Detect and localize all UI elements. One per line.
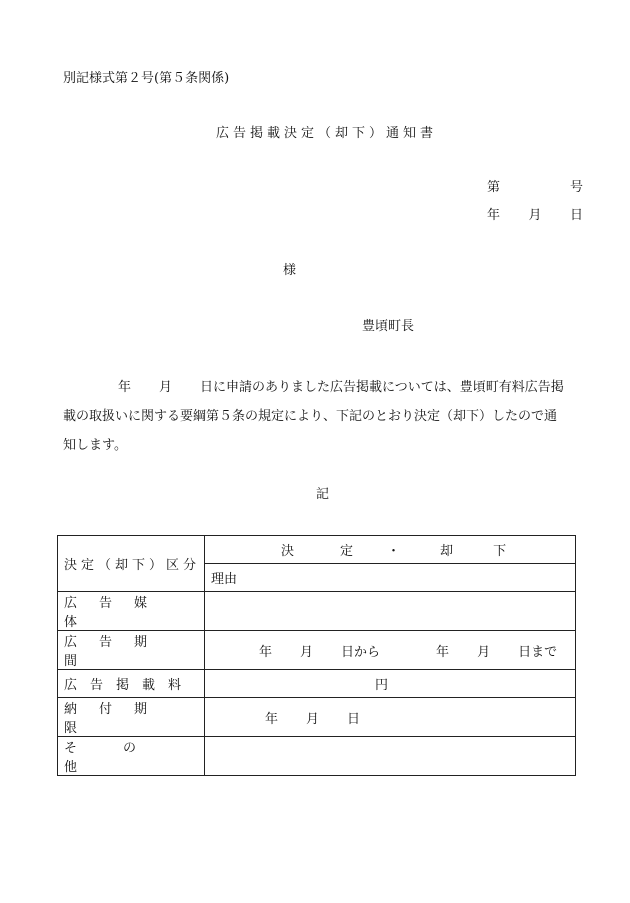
body-line-2: 載の取扱いに関する要綱第５条の規定により、下記のとおり決定（却下）したので通 — [63, 409, 558, 424]
period-to-year: 年 — [436, 644, 450, 660]
fee-label-cell — [58, 670, 205, 698]
decision-kettei-2: 定 — [340, 544, 354, 559]
decision-dot: ・ — [387, 544, 401, 559]
body-line-3: 知します。 — [63, 438, 127, 453]
medium-label-text: 広告媒体 — [64, 596, 170, 630]
date-month: 月 — [528, 208, 542, 223]
due-label-text: 納付期限 — [64, 702, 170, 736]
medium-value-cell — [205, 592, 576, 631]
decision-kyakka-2: 下 — [493, 544, 507, 559]
medium-label — [58, 592, 204, 630]
decision-choice-cell — [205, 536, 576, 564]
number-dai: 第 — [487, 180, 501, 195]
ki-heading: 記 — [316, 487, 330, 502]
period-from-day: 日から — [341, 644, 381, 660]
due-label — [58, 698, 204, 736]
fee-label-text: 広告掲載料 — [64, 678, 195, 693]
decision-label: 決定（却下）区分 — [64, 558, 201, 573]
other-value-cell — [205, 737, 576, 776]
period-value-cell — [205, 631, 576, 670]
period-label-text: 広告期間 — [64, 635, 170, 669]
due-day: 日 — [347, 711, 361, 727]
notice-body — [63, 373, 585, 460]
document-title: 広告掲載決定（却下）通知書 — [216, 126, 438, 141]
due-label-cell — [58, 698, 205, 737]
body-date-month: 月 — [159, 380, 173, 395]
other-label-cell — [58, 737, 205, 776]
body-line-1-text: 日に申請のありました広告掲載については、豊頃町有料広告掲 — [200, 380, 564, 395]
decision-reason: 理由 — [211, 572, 238, 587]
date-year: 年 — [487, 208, 501, 223]
issuer: 豊頃町長 — [362, 319, 415, 334]
date-line — [487, 209, 583, 222]
decision-kyakka-1: 却 — [440, 544, 454, 559]
fee-yen: 円 — [375, 678, 389, 693]
period-to-month: 月 — [477, 644, 491, 660]
fee-label — [58, 674, 204, 693]
date-day: 日 — [569, 208, 583, 223]
body-line-1 — [63, 373, 585, 402]
period-from-year: 年 — [259, 644, 273, 660]
decision-kettei-1: 決 — [281, 544, 295, 559]
due-value-cell — [205, 698, 576, 737]
medium-label-cell — [58, 592, 205, 631]
number-go: 号 — [569, 180, 583, 195]
addressee-suffix: 様 — [283, 263, 297, 278]
other-label-text: その他 — [64, 741, 183, 775]
body-date-year: 年 — [118, 380, 132, 395]
period-to-day: 日まで — [518, 644, 558, 660]
form-number: 別記様式第２号(第５条関係) — [63, 71, 230, 86]
due-year: 年 — [265, 711, 279, 727]
notice-table — [57, 535, 576, 776]
other-label — [58, 737, 204, 775]
period-label-cell — [58, 631, 205, 670]
fee-value-cell — [205, 670, 576, 698]
due-month: 月 — [306, 711, 320, 727]
number-line — [487, 181, 583, 194]
decision-label-cell — [58, 536, 205, 592]
period-label — [58, 631, 204, 669]
period-from-month: 月 — [300, 644, 314, 660]
decision-reason-cell — [205, 564, 576, 592]
